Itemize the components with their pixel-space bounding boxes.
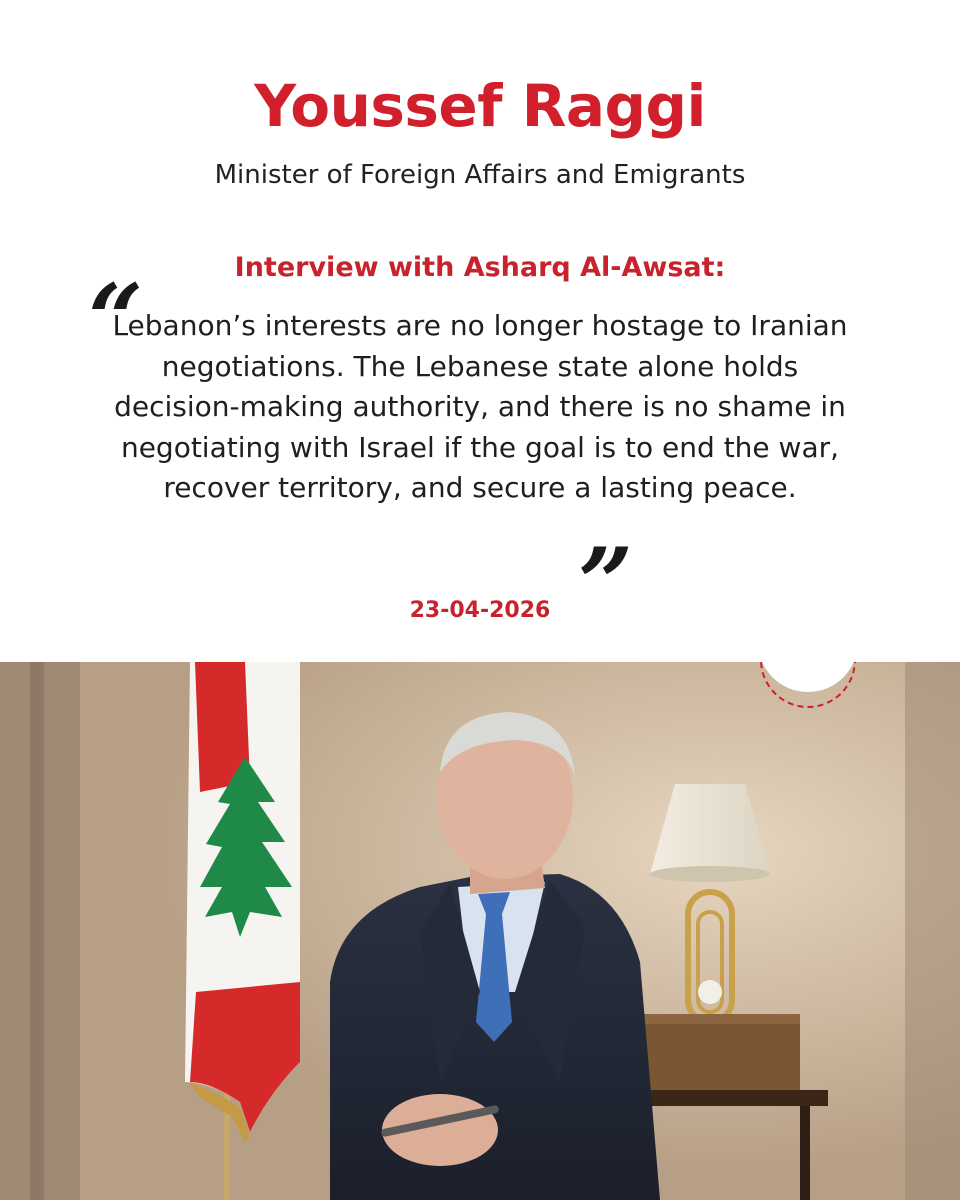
interview-heading: Interview with Asharq Al-Awsat: bbox=[234, 252, 726, 283]
minister-role: Minister of Foreign Affairs and Emigrants bbox=[214, 160, 746, 190]
photo-illustration bbox=[0, 662, 960, 1200]
interview-date: 23-04-2026 bbox=[409, 598, 551, 623]
minister-photo bbox=[0, 662, 960, 1200]
open-quote-icon: “ bbox=[88, 263, 144, 376]
quote-text: Lebanon’s interests are no longer hostage to Iranian negotiations. The Lebanese state alone holds decision-making authority, and there is no shame in negotiating with Israel if the goal is to end the war, recover territory, and secure a lasting peace. bbox=[112, 309, 848, 504]
close-quote-icon: ” bbox=[578, 527, 634, 640]
minister-name: Youssef Raggi bbox=[254, 72, 706, 140]
